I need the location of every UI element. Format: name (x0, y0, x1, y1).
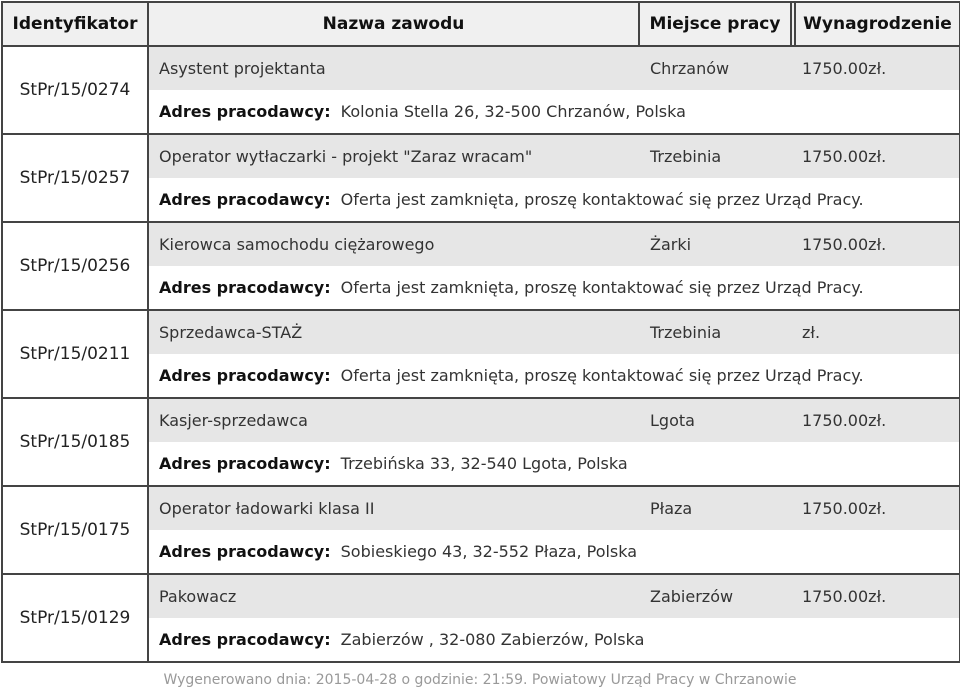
job-place: Trzebinia (650, 323, 722, 342)
employer-address (149, 90, 959, 133)
employer-address (149, 618, 959, 661)
employer-address (149, 178, 959, 221)
offer-details (148, 222, 960, 310)
offer-details (148, 398, 960, 486)
offer-summary (149, 47, 959, 90)
address-label: Adres pracodawcy: (159, 630, 331, 649)
table-row (2, 222, 960, 310)
job-name: Pakowacz (159, 587, 237, 606)
job-name: Operator ładowarki klasa II (159, 499, 375, 518)
job-place: Zabierzów (650, 587, 734, 606)
employer-address (149, 354, 959, 397)
table-row (2, 574, 960, 662)
offer-summary (149, 311, 959, 354)
offer-details (148, 486, 960, 574)
table-row (2, 310, 960, 398)
job-place: Trzebinia (650, 147, 722, 166)
offer-summary (149, 399, 959, 442)
address-value: Oferta jest zamknięta, proszę kontaktować się przez Urząd Pracy. (340, 278, 864, 297)
offer-summary (149, 487, 959, 530)
job-salary: 1750.00zł. (802, 235, 887, 254)
address-value: Oferta jest zamknięta, proszę kontaktować się przez Urząd Pracy. (340, 366, 864, 385)
address-label: Adres pracodawcy: (159, 278, 331, 297)
offer-id: StPr/15/0129 (2, 574, 148, 662)
employer-address (149, 442, 959, 485)
offer-id: StPr/15/0257 (2, 134, 148, 222)
address-label: Adres pracodawcy: (159, 190, 331, 209)
job-salary: 1750.00zł. (802, 587, 887, 606)
table-body (2, 46, 960, 662)
address-value: Kolonia Stella 26, 32-500 Chrzanów, Polska (340, 102, 686, 121)
table-row (2, 486, 960, 574)
offer-id: StPr/15/0256 (2, 222, 148, 310)
table-row (2, 134, 960, 222)
job-place: Żarki (650, 235, 692, 254)
header-place: Miejsce pracy (639, 2, 791, 46)
header-id: Identyfikator (2, 2, 148, 46)
address-label: Adres pracodawcy: (159, 542, 331, 561)
offer-details (148, 574, 960, 662)
offer-details (148, 310, 960, 398)
job-salary: 1750.00zł. (802, 411, 887, 430)
job-name: Operator wytłaczarki - projekt "Zaraz wracam" (159, 147, 533, 166)
offer-details (148, 46, 960, 134)
address-value: Oferta jest zamknięta, proszę kontaktować się przez Urząd Pracy. (340, 190, 864, 209)
offer-id: StPr/15/0175 (2, 486, 148, 574)
job-place: Lgota (650, 411, 695, 430)
job-name: Kasjer-sprzedawca (159, 411, 308, 430)
job-salary: zł. (802, 323, 821, 342)
header-name: Nazwa zawodu (148, 2, 639, 46)
address-value: Zabierzów , 32-080 Zabierzów, Polska (340, 630, 645, 649)
offer-id: StPr/15/0211 (2, 310, 148, 398)
offer-id: StPr/15/0185 (2, 398, 148, 486)
job-name: Kierowca samochodu ciężarowego (159, 235, 435, 254)
address-label: Adres pracodawcy: (159, 366, 331, 385)
job-place: Chrzanów (650, 59, 730, 78)
address-label: Adres pracodawcy: (159, 102, 331, 121)
address-value: Trzebińska 33, 32-540 Lgota, Polska (340, 454, 628, 473)
job-name: Sprzedawca-STAŻ (159, 323, 303, 342)
table-row (2, 398, 960, 486)
offer-summary (149, 575, 959, 618)
header-salary: Wynagrodzenie (795, 2, 960, 46)
address-label: Adres pracodawcy: (159, 454, 331, 473)
offer-summary (149, 223, 959, 266)
job-salary: 1750.00zł. (802, 147, 887, 166)
employer-address (149, 530, 959, 573)
table-row (2, 46, 960, 134)
job-place: Płaza (650, 499, 693, 518)
job-offers-table (1, 1, 960, 663)
offer-id: StPr/15/0274 (2, 46, 148, 134)
offer-summary (149, 135, 959, 178)
job-salary: 1750.00zł. (802, 59, 887, 78)
employer-address (149, 266, 959, 309)
job-name: Asystent projektanta (159, 59, 326, 78)
job-salary: 1750.00zł. (802, 499, 887, 518)
offer-details (148, 134, 960, 222)
address-value: Sobieskiego 43, 32-552 Płaza, Polska (340, 542, 638, 561)
footer-note: Wygenerowano dnia: 2015-04-28 o godzinie: 21:59. Powiatowy Urząd Pracy w Chrzanowie (163, 672, 797, 688)
header-row (2, 2, 960, 46)
